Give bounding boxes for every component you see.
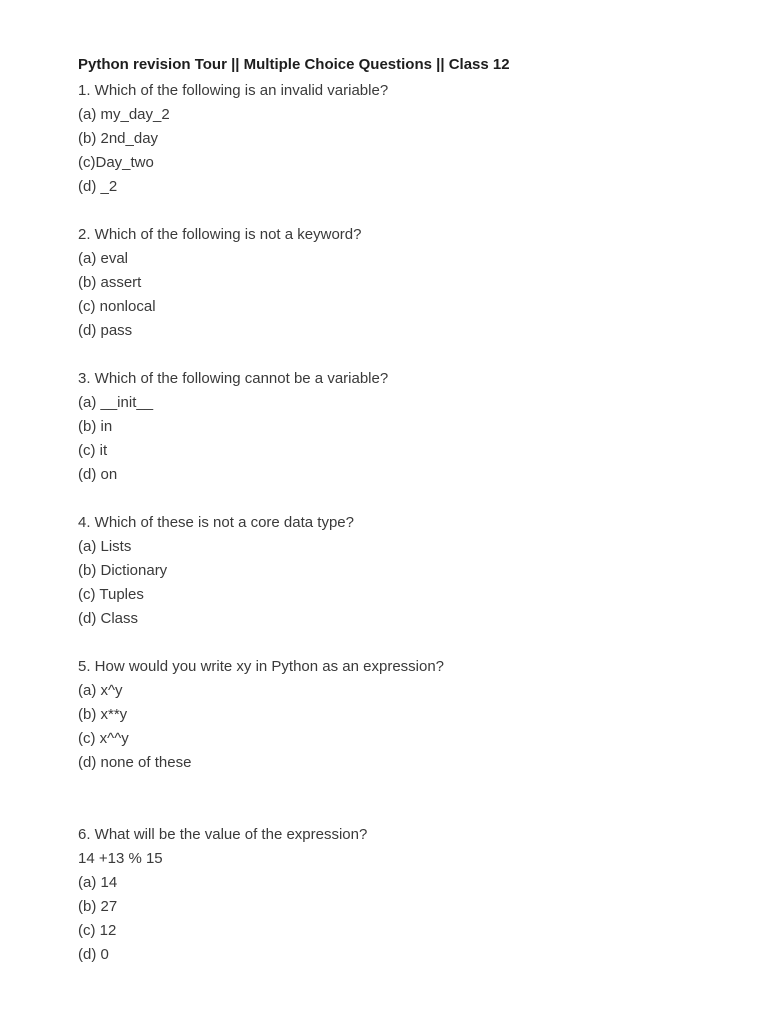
option-a: (a) __init__ — [78, 394, 154, 411]
question-block-2 — [78, 223, 728, 343]
spacer — [78, 199, 728, 223]
option-d: (d) 0 — [78, 946, 109, 963]
option-a: (a) my_day_2 — [78, 106, 170, 123]
question-block-5 — [78, 655, 728, 775]
option-b: (b) 27 — [78, 898, 118, 915]
question-block-3 — [78, 367, 728, 487]
question-block-4 — [78, 511, 728, 631]
option-a: (a) x^y — [78, 682, 123, 699]
question-text: 6. What will be the value of the expression? — [78, 826, 368, 843]
question-block-1 — [78, 79, 728, 199]
spacer — [78, 631, 728, 655]
option-c: (c) it — [78, 442, 108, 459]
question-text: 4. Which of these is not a core data type? — [78, 514, 354, 531]
spacer — [78, 775, 728, 823]
option-d: (d) none of these — [78, 754, 192, 771]
option-c: (c) 12 — [78, 922, 117, 939]
question-text: 2. Which of the following is not a keyword? — [78, 226, 362, 243]
question-text: 5. How would you write xy in Python as an expression? — [78, 658, 445, 675]
option-b: (b) in — [78, 418, 113, 435]
option-c: (c)Day_two — [78, 154, 154, 171]
option-b: (b) x**y — [78, 706, 128, 723]
document-title: Python revision Tour || Multiple Choice Questions || Class 12 — [78, 56, 510, 73]
option-c: (c) x^^y — [78, 730, 129, 747]
spacer — [78, 343, 728, 367]
question-text: 3. Which of the following cannot be a variable? — [78, 370, 389, 387]
document-page — [78, 55, 728, 967]
option-a: (a) Lists — [78, 538, 132, 555]
option-b: (b) 2nd_day — [78, 130, 159, 147]
option-d: (d) _2 — [78, 178, 118, 195]
option-a: (a) eval — [78, 250, 129, 267]
option-d: (d) pass — [78, 322, 133, 339]
option-a: (a) 14 — [78, 874, 118, 891]
option-b: (b) Dictionary — [78, 562, 168, 579]
option-c: (c) nonlocal — [78, 298, 156, 315]
option-d: (d) Class — [78, 610, 139, 627]
option-b: (b) assert — [78, 274, 142, 291]
spacer — [78, 487, 728, 511]
question-text: 1. Which of the following is an invalid variable? — [78, 82, 389, 99]
question-block-6 — [78, 823, 728, 967]
option-d: (d) on — [78, 466, 118, 483]
expression-text: 14 +13 % 15 — [78, 850, 163, 867]
option-c: (c) Tuples — [78, 586, 144, 603]
